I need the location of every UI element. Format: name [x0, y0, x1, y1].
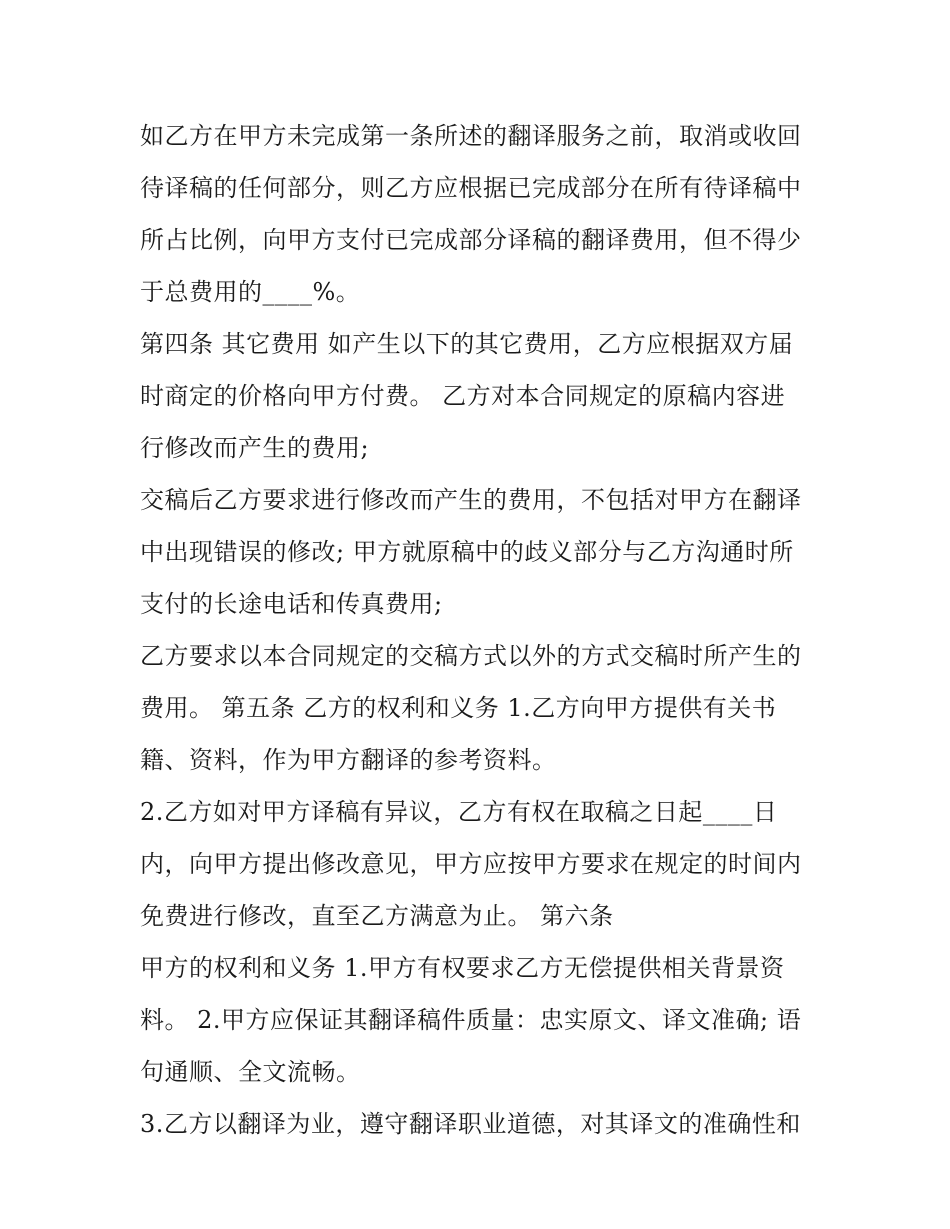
text-line: 籍、资料，作为甲方翻译的参考资料。 — [140, 746, 557, 774]
text-line: 乙方要求以本合同规定的交稿方式以外的方式交稿时所产生的 — [140, 642, 802, 670]
text-line: 费用。 第五条 乙方的权利和义务 1.乙方向甲方提供有关书 — [140, 694, 777, 722]
text-line: 待译稿的任何部分，则乙方应根据已完成部分在所有待译稿中 — [140, 174, 802, 202]
text-line: 免费进行修改，直至乙方满意为止。 第六条 — [140, 902, 614, 930]
text-line: 行修改而产生的费用; — [140, 434, 370, 462]
text-line: 2.乙方如对甲方译稿有异议，乙方有权在取稿之日起____日 — [140, 798, 778, 826]
text-line: 句通顺、全文流畅。 — [140, 1058, 361, 1086]
text-line: 中出现错误的修改; 甲方就原稿中的歧义部分与乙方沟通时所 — [140, 538, 794, 566]
text-line: 第四条 其它费用 如产生以下的其它费用，乙方应根据双方届 — [140, 330, 794, 358]
text-line: 支付的长途电话和传真费用; — [140, 590, 443, 618]
text-line: 如乙方在甲方未完成第一条所述的翻译服务之前，取消或收回 — [140, 122, 802, 150]
text-line: 交稿后乙方要求进行修改而产生的费用，不包括对甲方在翻译 — [140, 486, 802, 514]
text-line: 于总费用的____%。 — [140, 278, 361, 306]
text-line: 甲方的权利和义务 1.甲方有权要求乙方无偿提供相关背景资 — [140, 954, 785, 982]
document-body — [140, 110, 820, 1150]
text-line: 内，向甲方提出修改意见，甲方应按甲方要求在规定的时间内 — [140, 850, 802, 878]
text-line: 料。 2.甲方应保证其翻译稿件质量：忠实原文、译文准确; 语 — [140, 1006, 802, 1034]
text-line: 3.乙方以翻译为业，遵守翻译职业道德，对其译文的准确性和 — [140, 1110, 801, 1138]
text-line: 所占比例，向甲方支付已完成部分译稿的翻译费用，但不得少 — [140, 226, 802, 254]
text-line: 时商定的价格向甲方付费。 乙方对本合同规定的原稿内容进 — [140, 382, 786, 410]
